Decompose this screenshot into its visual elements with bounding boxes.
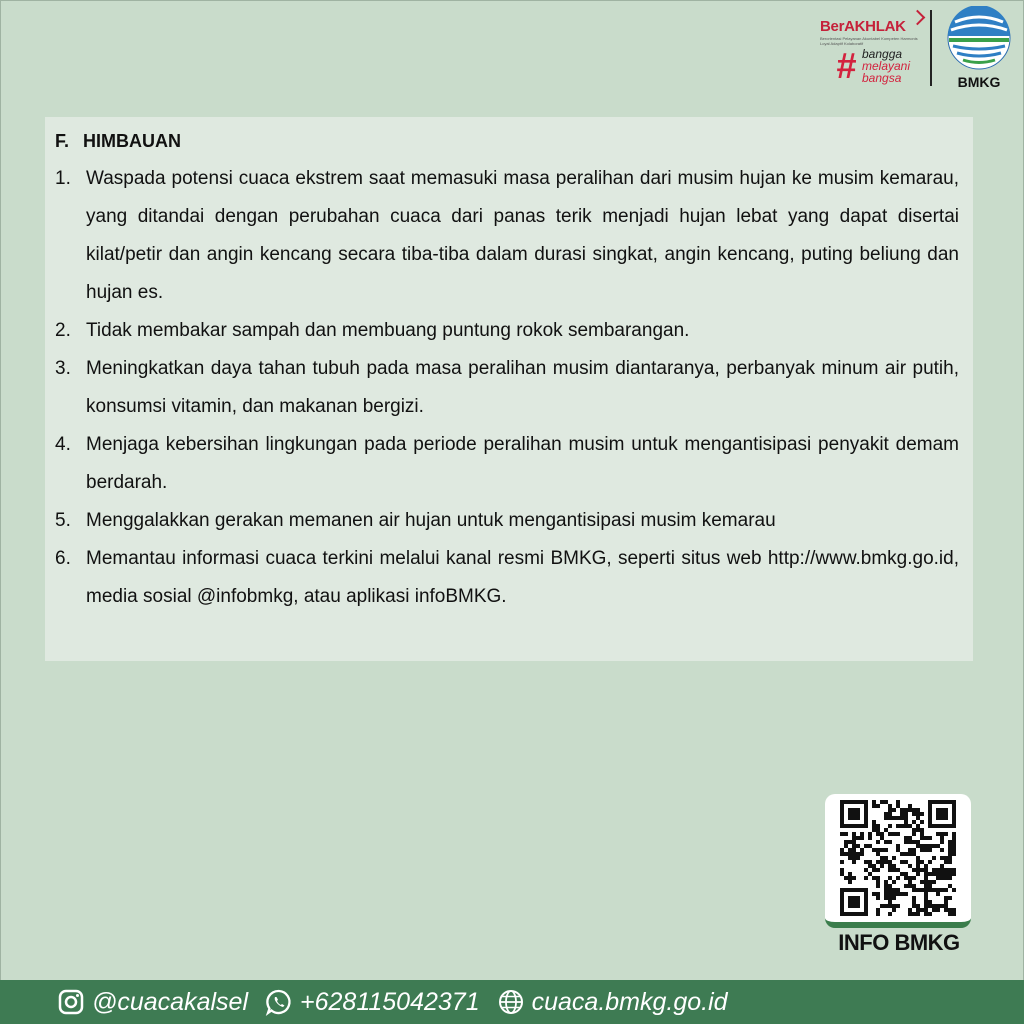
list-item (55, 502, 959, 540)
list-item (55, 160, 959, 312)
header-logos (820, 6, 1012, 90)
bangga-line-1: bangga (862, 47, 903, 61)
item-text: Menggalakkan gerakan memanen air hujan untuk mengantisipasi musim kemarau (86, 510, 776, 531)
whatsapp-icon (264, 987, 294, 1017)
footer-whatsapp[interactable] (264, 987, 480, 1017)
item-text: Menjaga kebersihan lingkungan pada periode peralihan musim untuk mengantisipasi penyakit demam berdarah. (86, 434, 959, 493)
item-text: Tidak membakar sampah dan membuang puntung rokok sembarangan. (86, 320, 690, 341)
globe-icon (496, 987, 526, 1017)
footer-bar (0, 980, 1024, 1024)
berakhlak-logo (820, 8, 920, 88)
bmkg-logo-icon (947, 6, 1011, 70)
instagram-handle: @cuacakalsel (92, 987, 249, 1016)
list-item (55, 426, 959, 502)
item-number: 5. (55, 510, 71, 531)
section-title: HIMBAUAN (83, 131, 181, 151)
list-item (55, 312, 959, 350)
qr-label: INFO BMKG (838, 930, 960, 955)
chevron-icon (910, 10, 926, 26)
footer-website[interactable] (496, 987, 728, 1017)
instagram-icon (56, 987, 86, 1017)
item-number: 3. (55, 358, 71, 379)
logo-divider (930, 10, 932, 86)
hashtag-icon: # (836, 45, 857, 86)
bangga-melayani-bangsa (862, 48, 910, 84)
berakhlak-tagline: Berorientasi Pelayanan Akuntabel Kompeten Harmonis Loyal Adaptif Kolaboratif (820, 36, 918, 46)
item-number: 1. (55, 168, 71, 189)
himbauan-list (55, 160, 959, 616)
list-item (55, 540, 959, 616)
qr-card[interactable] (825, 794, 971, 928)
whatsapp-number: +628115042371 (300, 987, 480, 1016)
list-item (55, 350, 959, 426)
qr-code[interactable] (836, 800, 960, 920)
bangga-line-3: bangsa (862, 71, 902, 85)
item-number: 6. (55, 548, 71, 569)
berakhlak-title: BerAKHLAK (820, 18, 906, 35)
item-number: 2. (55, 320, 71, 341)
bmkg-logo (946, 6, 1012, 90)
item-text: Meningkatkan daya tahan tubuh pada masa peralihan musim diantaranya, perbanyak minum air putih, konsumsi vitamin, dan makanan bergizi. (86, 358, 959, 417)
section-heading (55, 131, 959, 152)
bangga-line-2: melayani (862, 59, 911, 73)
website-url: cuaca.bmkg.go.id (531, 987, 728, 1016)
item-text: Waspada potensi cuaca ekstrem saat memasuki masa peralihan dari musim hujan ke musim kemarau, yang ditandai dengan perubahan cuaca dari panas terik menjadi hujan lebat yang dapat disertai kilat/petir dan angin kencang secara tiba-tiba dalam durasi singkat, angin kencang, puting beliung dan hujan es. (86, 168, 959, 303)
item-number: 4. (55, 434, 71, 455)
himbauan-panel (45, 117, 973, 661)
bmkg-label: BMKG (957, 74, 1001, 90)
section-letter: F. (55, 131, 70, 151)
footer-instagram[interactable] (56, 987, 248, 1017)
item-text: Memantau informasi cuaca terkini melalui kanal resmi BMKG, seperti situs web http://www.bmkg.go.id, media sosial @infobmkg, atau aplikasi infoBMKG. (86, 548, 959, 607)
